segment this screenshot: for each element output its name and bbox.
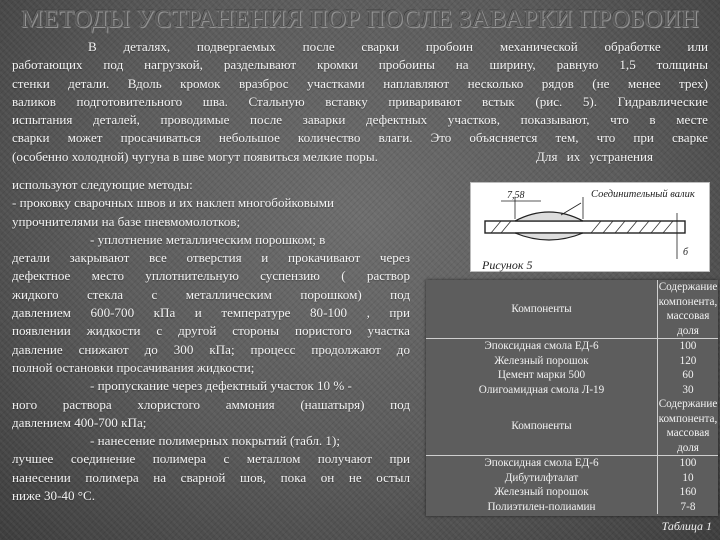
table-header-row (426, 397, 718, 456)
list-line: давлением 400-700 кПа; (12, 414, 147, 430)
component-name: Железный порошок (494, 354, 589, 367)
list-line: полной остановки просачивания жидкости; (12, 359, 255, 375)
list-line: упрочнителями на базе пневмомолотков; (12, 213, 241, 229)
paragraph-line: (особенно холодной) чугуна в шве могут появиться мелкие поры. (12, 148, 378, 164)
list-line: - проковку сварочных швов и их наклеп многобойковыми (12, 195, 335, 211)
component-value: 120 (658, 354, 719, 369)
paragraph-line: работающих под нагрузкой, разделывают кромки пробоины на ширину, равную 1,5 толщины (12, 57, 708, 73)
list-line: - уплотнение металлическим порошком; в (90, 231, 326, 247)
header-components: Компоненты (511, 419, 572, 432)
component-value: 7-8 (658, 500, 719, 515)
list-line: ниже 30-40 °С. (12, 488, 96, 504)
intro-paragraph (12, 38, 708, 166)
methods-list (12, 176, 410, 505)
list-line: - пропускание через дефектный участок 10 % - (90, 378, 352, 394)
list-line: используют следующие методы: (12, 177, 193, 192)
component-value: 160 (658, 485, 719, 500)
table-grid (426, 280, 718, 514)
list-line: детали закрывают все отверстия и прокачивают через (12, 250, 410, 266)
list-line: нанесении полимера на сварной шов, пока он не остыл (12, 469, 410, 485)
paragraph-line: В деталях, подвергаемых после сварки пробоин механической обработке или (88, 39, 708, 54)
table-row (426, 485, 718, 500)
table-row (426, 456, 718, 471)
table-row (426, 500, 718, 515)
header-content: Содержание компонента, массовая доля (658, 398, 718, 454)
table-row (426, 383, 718, 398)
table-row (426, 471, 718, 486)
component-name: Полиэтилен-полиамин (487, 500, 596, 513)
list-line: давлением 600-700 кПа и температуре 80-100 , при (12, 305, 410, 321)
list-line: появлении жидкости с другой стороны пористого участка (12, 323, 410, 339)
paragraph-line: испытания деталей, проводимые после заварки дефектных участков, показывают, что в месте (12, 112, 708, 128)
component-value: 10 (658, 471, 719, 486)
table-row (426, 368, 718, 383)
component-name: Цемент марки 500 (497, 369, 586, 381)
bead-label: Соединительный валик (591, 189, 695, 200)
paragraph-tail: Для их устранения (536, 149, 654, 164)
figure-caption: Рисунок 5 (482, 258, 533, 272)
dim-right-label: б (683, 247, 689, 258)
list-line: лучшее соединение полимера с металлом получают при (12, 451, 410, 467)
components-table (426, 280, 718, 516)
component-value: 100 (658, 456, 719, 471)
dim-left-label: 7,58 (507, 190, 525, 201)
list-line: - нанесение полимерных покрытий (табл. 1); (90, 433, 340, 449)
list-line: жидкого стекла с металлическим порошком) под (12, 286, 410, 302)
header-content: Содержание компонента, массовая доля (658, 281, 718, 337)
component-value: 60 (658, 368, 719, 383)
component-name: Железный порошок (494, 486, 589, 498)
slide-title: МЕТОДЫ УСТРАНЕНИЯ ПОР ПОСЛЕ ЗАВАРКИ ПРОБОИН (20, 6, 700, 33)
component-name: Эпоксидная смола ЕД-6 (426, 339, 658, 354)
paragraph-line: валиков подготовительного шва. Стальную вставку приваривают встык (рис. 5). Гидравлические (12, 93, 708, 109)
list-line: дефектное место уплотнительную суспензию ( раствор (12, 268, 410, 284)
component-name: Эпоксидная смола ЕД-6 (426, 456, 658, 471)
list-line: ного раствора хлористого аммония (нашатыря) под (12, 396, 410, 412)
component-value: 30 (658, 383, 719, 398)
table-header-row (426, 280, 718, 339)
table-row (426, 354, 718, 369)
component-value: 100 (658, 339, 719, 354)
table-row (426, 339, 718, 354)
component-name: Олигоамидная смола Л-19 (478, 383, 605, 396)
header-components: Компоненты (511, 302, 572, 315)
paragraph-line: сварки может просачиваться небольшое количество влаги. Это объясняется тем, что при сварке (12, 130, 708, 146)
component-name: Дибутилфталат (504, 471, 579, 484)
paragraph-line: стенки детали. Вдоль кромок вразброс участками наплавляют несколько рядов (не менее трех) (12, 75, 708, 91)
table-caption: Таблица 1 (661, 519, 712, 533)
list-line: давление снижают до 300 кПа; процесс продолжают до (12, 341, 410, 357)
